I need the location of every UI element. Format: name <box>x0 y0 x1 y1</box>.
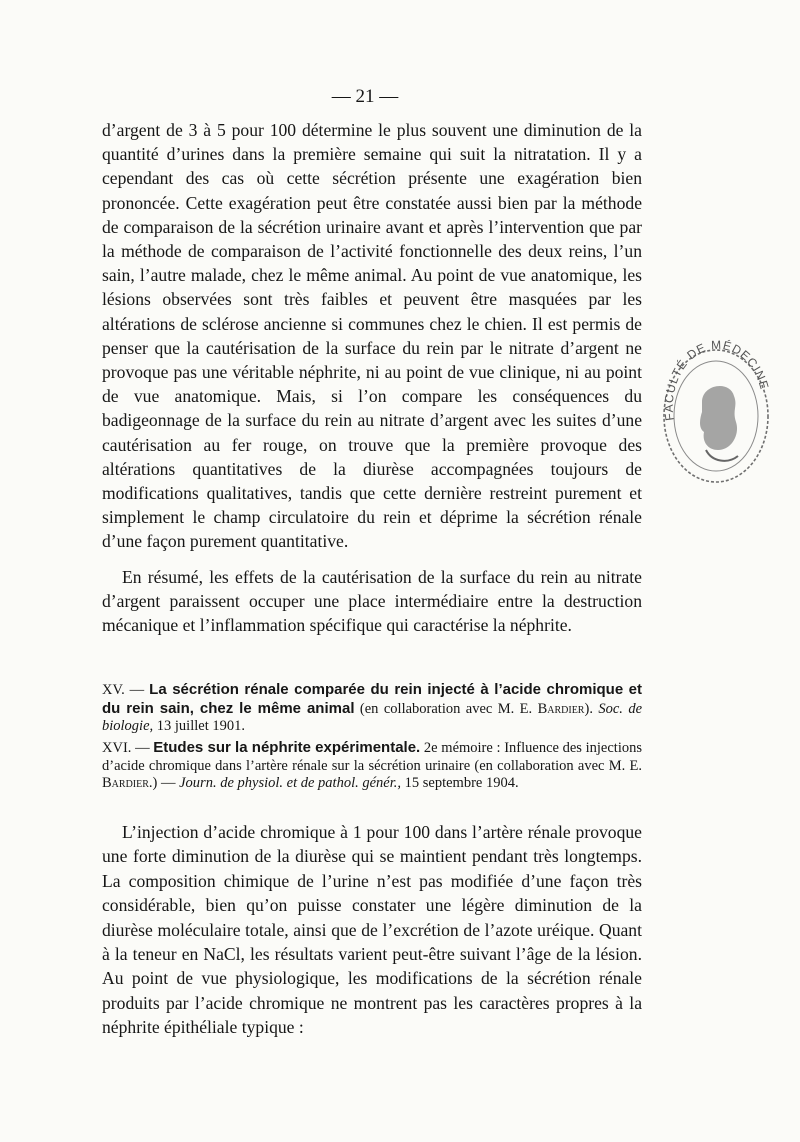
reference-xvi: XVI. — Etudes sur la néphrite expérimentale. 2e mémoire : Influence des injections d’acide chromique dans l’artère rénale sur la sécrétion urinaire (en collaboration avec M. E. Bardier.) — Journ. de physiol. et de pathol. génér., 15 septembre 1904. <box>102 739 643 791</box>
reference-number: XV. — <box>102 682 145 698</box>
reference-xv: XV. — La sécrétion rénale comparée du rein injecté à l’acide chromique et du rein sain, chez le même animal (en collaboration avec M. E. Bardier). Soc. de biologie, 13 juillet 1901. <box>102 681 643 734</box>
page-number: — 21 — <box>331 86 399 107</box>
reference-journal: Journ. de physiol. et de pathol. génér., <box>179 775 402 791</box>
library-stamp-icon <box>658 332 774 488</box>
reference-description: 2e mémoire : Influence des injections d’acide chromique dans l’artère rénale sur la sécrétion urinaire (en collaboration avec M. E. <box>102 740 643 774</box>
reference-author: Bardier <box>537 700 585 717</box>
reference-author: Bardier <box>102 775 149 791</box>
reference-collaboration: (en collaboration avec M. E. <box>359 700 533 717</box>
reference-title: La sécrétion rénale comparée du rein injecté à l’acide chromique et du rein sain, chez le même animal <box>102 681 643 717</box>
reference-journal: Soc. de biologie, <box>102 700 643 734</box>
paragraph-continued: d’argent de 3 à 5 pour 100 détermine le plus souvent une diminution de la quantité d’urines dans la première semaine qui suit la nitratation. Il y a cependant des cas où cette sécrétion présente une exagération bien prononcée. Cette exagération peut être constatée aussi bien par la méthode de comparaison de la sécrétion urinaire avant et après l’intervention que par la méthode de comparaison de l’activité fonctionnelle des deux reins, l’un sain, l’autre malade, chez le même animal. Au point de vue anatomique, les lésions observées sont très faibles et peuvent être masquées par les altérations de sclérose ancienne si communes chez le chien. Il est permis de penser que la cautérisation de la surface du rein par le nitrate d’argent ne provoque pas une véritable néphrite, ni au point de vue clinique, ni au point de vue anatomique. Mais, si l’on compare les conséquences du badigeonnage de la surface du rein au nitrate d’argent avec les suites d’une cautérisation au fer rouge, on trouve que la première provoque des altérations quantitatives de la diurèse accompagnées toujours de modifications qualitatives, tandis que cette dernière restreint purement et simplement le champ circulatoire du rein et déprime la sécrétion rénale d’une façon purement quantitative. <box>102 120 642 552</box>
reference-title: Etudes sur la néphrite expérimentale. <box>153 739 421 756</box>
body-paragraph-group <box>102 118 642 554</box>
paragraph-chromic-acid: L’injection d’acide chromique à 1 pour 100 dans l’artère rénale provoque une forte diminution de la diurèse qui se maintient pendant très longtemps. La composition chimique de l’urine n’est pas modifiée d’une façon très considérable, bien qu’on puisse constater une légère diminution de la diurèse moléculaire totale, ainsi que de l’excrétion de l’azote uréique. Quant à la teneur en NaCl, les résultats varient peut-être suivant l’âge de la lésion. Au point de vue physiologique, les modifications de la sécrétion rénale produits par l’acide chromique ne montrent pas les caractères propres à la néphrite épithéliale typique : <box>102 822 642 1038</box>
body-paragraph-group <box>102 820 642 1040</box>
reference-date: 15 septembre 1904. <box>404 775 519 791</box>
reference-number: XVI. — <box>102 740 150 756</box>
summary-paragraph-group <box>102 565 642 638</box>
reference-date: 13 juillet 1901. <box>156 718 245 734</box>
summary-paragraph: En résumé, les effets de la cautérisation de la surface du rein au nitrate d’argent paraissent occuper une place intermédiaire entre la destruction mécanique et l’inflammation spécifique qui caractérise la néphrite. <box>102 567 642 636</box>
stamp-text: FACULTÉ DE MÉDECINE <box>661 337 772 422</box>
